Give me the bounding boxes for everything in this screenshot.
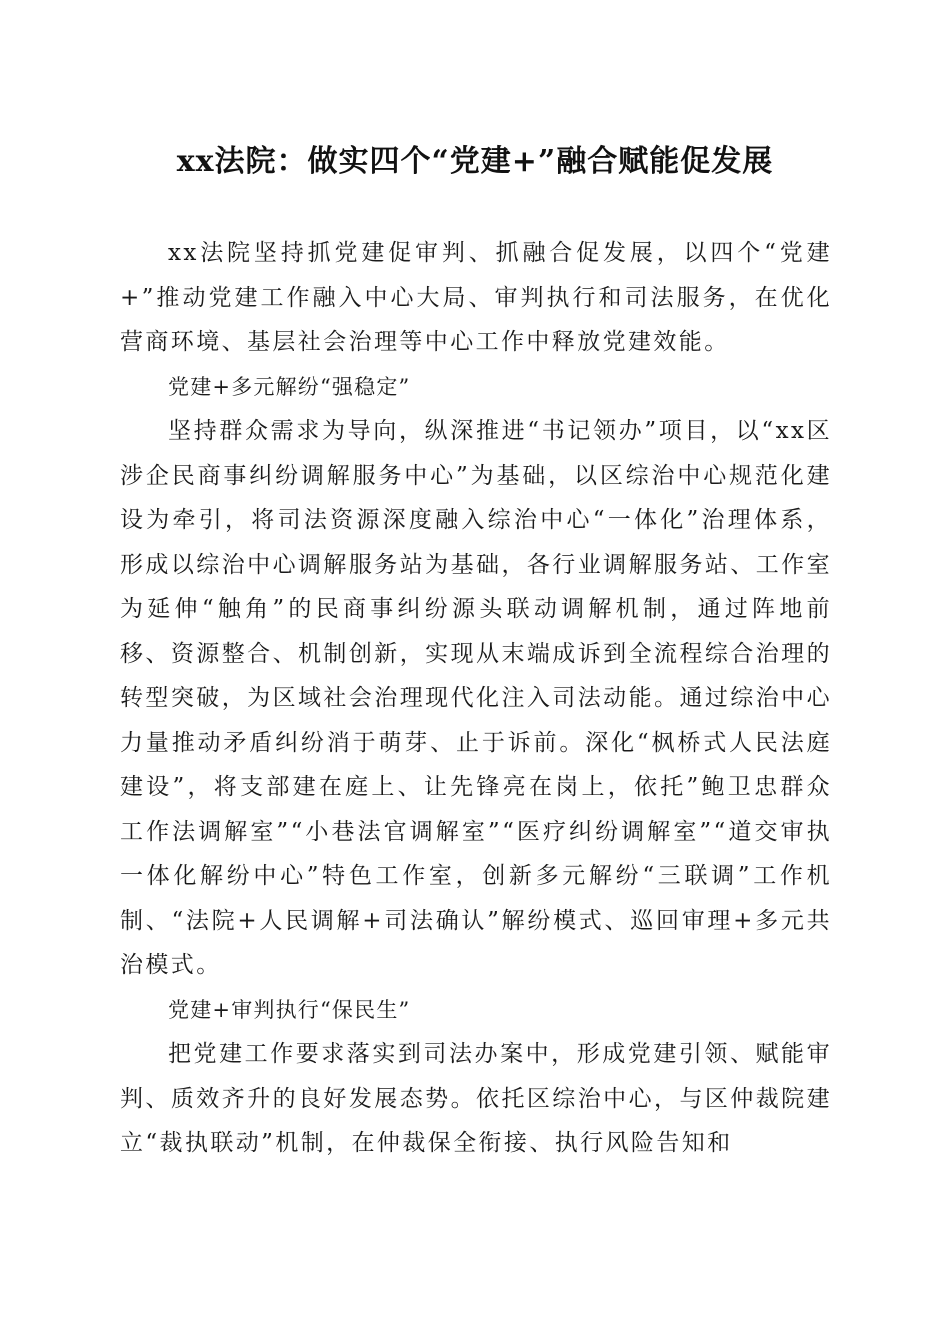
intro-paragraph: xx法院坚持抓党建促审判、抓融合促发展，以四个“党建+”推动党建工作融入中心大局、审判执行和司法服务，在优化营商环境、基层社会治理等中心工作中释放党建效能。	[120, 240, 832, 355]
section-paragraph-trial-enforcement: 把党建工作要求落实到司法办案中，形成党建引领、赋能审判、质效齐升的良好发展态势。依托区综治中心，与区仲裁院建立“裁执联动”机制，在仲裁保全衔接、执行风险告知和	[120, 1041, 832, 1156]
document-body	[120, 231, 832, 1166]
section-heading-diversified-dispute-resolution: 党建+多元解纷“强稳定”	[168, 374, 411, 399]
document-title: xx法院：做实四个“党建+”融合赋能促发展	[176, 144, 774, 179]
section-heading-trial-enforcement: 党建+审判执行“保民生”	[168, 997, 411, 1022]
section-paragraph-diversified-dispute-resolution: 坚持群众需求为导向，纵深推进“书记领办”项目，以“xx区涉企民商事纠纷调解服务中心”为基础，以区综治中心规范化建设为牵引，将司法资源深度融入综治中心“一体化”治理体系，形成以综治中心调解服务站为基础，各行业调解服务站、工作室为延伸“触角”的民商事纠纷源头联动调解机制，通过阵地前移、资源整合、机制创新，实现从末端成诉到全流程综合治理的转型突破，为区域社会治理现代化注入司法动能。通过综治中心力量推动矛盾纠纷消于萌芽、止于诉前。深化“枫桥式人民法庭建设”，将支部建在庭上、让先锋亮在岗上，依托”鲍卫忠群众工作法调解室”“小巷法官调解室”“医疗纠纷调解室”“道交审执一体化解纷中心”特色工作室，创新多元解纷“三联调”工作机制、“法院+人民调解+司法确认”解纷模式、巡回审理+多元共治模式。	[120, 418, 832, 978]
